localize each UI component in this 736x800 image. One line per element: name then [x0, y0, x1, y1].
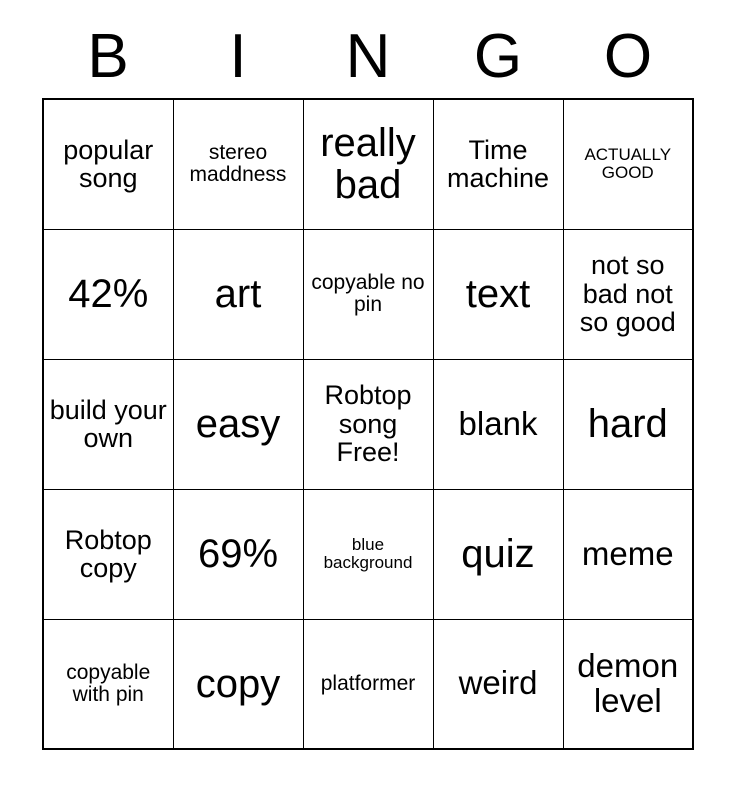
bingo-cell[interactable] — [433, 489, 563, 619]
bingo-cell[interactable] — [43, 359, 173, 489]
bingo-cell-label: 42% — [68, 272, 149, 316]
bingo-row — [43, 99, 693, 229]
bingo-cell-label: blue background — [323, 535, 413, 572]
bingo-cell[interactable] — [433, 359, 563, 489]
bingo-cell[interactable] — [433, 229, 563, 359]
bingo-cell[interactable] — [563, 619, 693, 749]
header-letter-o: O — [603, 22, 653, 91]
bingo-cell-label: not so bad not so good — [579, 250, 676, 338]
bingo-cell[interactable] — [173, 229, 303, 359]
header-letter-g: G — [473, 22, 523, 91]
bingo-cell-label: quiz — [461, 532, 535, 576]
header-letter-i: I — [229, 22, 247, 91]
bingo-cell-label: easy — [195, 402, 281, 446]
bingo-cell-label: copyable no pin — [311, 270, 425, 316]
bingo-cell[interactable] — [563, 229, 693, 359]
header-letter-b: B — [87, 22, 129, 91]
bingo-cell[interactable] — [303, 619, 433, 749]
bingo-row — [43, 619, 693, 749]
bingo-cell-label: copy — [195, 661, 281, 706]
bingo-cell-label: ACTUALLY GOOD — [584, 145, 672, 183]
bingo-cell-label: Robtop song Free! — [324, 380, 412, 468]
bingo-cell-label: meme — [581, 534, 674, 572]
bingo-cell-label: Robtop copy — [64, 524, 152, 583]
bingo-grid — [42, 98, 694, 750]
bingo-cell[interactable] — [303, 99, 433, 229]
bingo-cell-label: blank — [458, 404, 538, 442]
bingo-cell-label: hard — [587, 402, 668, 446]
bingo-cell-label: art — [214, 272, 262, 316]
bingo-cell-label: build your own — [49, 394, 167, 453]
bingo-row — [43, 359, 693, 489]
bingo-cell[interactable] — [43, 99, 173, 229]
bingo-cell-label: platformer — [320, 671, 416, 695]
bingo-cell-label: demon level — [577, 647, 679, 719]
bingo-cell[interactable] — [563, 489, 693, 619]
bingo-row — [43, 229, 693, 359]
bingo-cell[interactable] — [433, 99, 563, 229]
bingo-cell[interactable] — [433, 619, 563, 749]
bingo-cell[interactable] — [303, 229, 433, 359]
bingo-cell-label: copyable with pin — [66, 660, 151, 706]
bingo-cell-label: Time machine — [446, 134, 550, 194]
bingo-cell[interactable] — [173, 359, 303, 489]
bingo-row — [43, 489, 693, 619]
bingo-cell-label: popular song — [63, 134, 154, 194]
bingo-cell[interactable] — [563, 99, 693, 229]
header-letter-n: N — [345, 22, 391, 91]
bingo-header — [43, 22, 693, 92]
bingo-cell[interactable] — [303, 489, 433, 619]
bingo-cell[interactable] — [173, 619, 303, 749]
bingo-cell-label: stereo maddness — [189, 141, 287, 187]
bingo-cell[interactable] — [563, 359, 693, 489]
bingo-cell[interactable] — [43, 229, 173, 359]
bingo-cell[interactable] — [173, 99, 303, 229]
bingo-cell-label: weird — [458, 664, 538, 702]
bingo-cell[interactable] — [173, 489, 303, 619]
bingo-cell-label: 69% — [197, 532, 279, 576]
bingo-cell-label: really bad — [320, 121, 416, 208]
bingo-cell[interactable] — [303, 359, 433, 489]
bingo-cell[interactable] — [43, 489, 173, 619]
bingo-cell-label: text — [465, 272, 531, 316]
bingo-cell[interactable] — [43, 619, 173, 749]
